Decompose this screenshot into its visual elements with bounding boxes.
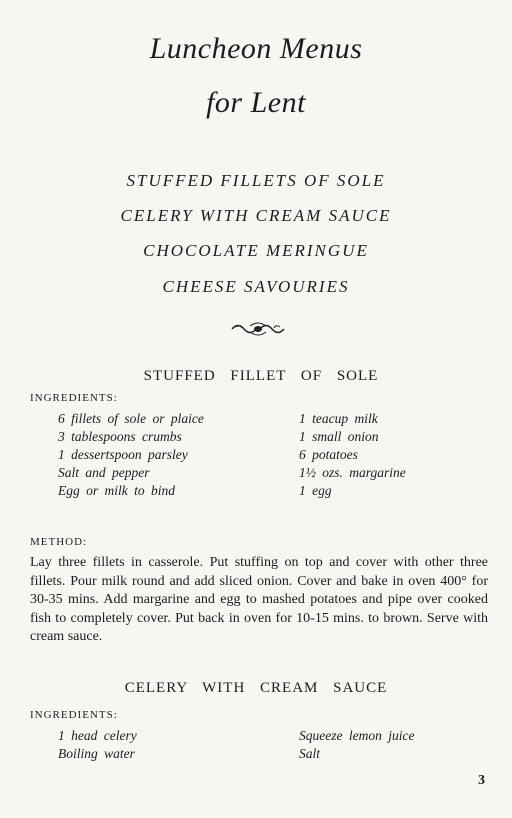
- recipe-title: CELERY WITH CREAM SAUCE: [124, 680, 388, 696]
- ingredient-item: Salt and pepper: [58, 465, 150, 480]
- ingredient-item: 3 tablespoons crumbs: [58, 429, 182, 444]
- ingredient-item: Salt: [299, 746, 321, 761]
- recipe-title: STUFFED FILLET OF SOLE: [143, 368, 379, 384]
- ingredients-list-right: [299, 410, 406, 500]
- menu-item: CELERY WITH CREAM SAUCE: [120, 206, 392, 225]
- ingredient-item: 1 teacup milk: [299, 411, 378, 426]
- ingredient-item: 1 egg: [299, 483, 332, 498]
- ingredients-list-left: [58, 410, 204, 500]
- page-title-line-1: Luncheon Menus: [149, 32, 363, 65]
- menu-item: STUFFED FILLETS OF SOLE: [126, 171, 386, 190]
- menu-item: CHEESE SAVOURIES: [162, 277, 350, 296]
- ingredients-label: INGREDIENTS:: [30, 392, 118, 404]
- ingredients-list-right: [299, 727, 414, 763]
- menu-item: CHOCOLATE MERINGUE: [143, 241, 369, 260]
- ingredient-item: 1 dessertspoon parsley: [58, 447, 188, 462]
- ingredient-item: 1 small onion: [299, 429, 379, 444]
- ingredient-item: 1 head celery: [58, 728, 137, 743]
- method-text: Lay three fillets in casserole. Put stuffing on top and cover with other three fillets. Pour milk round and add sliced onion. Cover and bake in oven 400° for 30-35 mins. Add margarine and egg to mashed potatoes and pipe over cooked fish to completely cover. Put back in oven for 10-15 mins. to brown. Serve with cream sauce.: [30, 555, 488, 644]
- page-number: 3: [478, 773, 485, 788]
- method-label: METHOD:: [30, 536, 88, 548]
- ingredient-item: Boiling water: [58, 746, 135, 761]
- scroll-ornament-icon: [230, 318, 286, 340]
- ingredient-item: Squeeze lemon juice: [299, 728, 415, 743]
- ingredients-list-left: [58, 727, 137, 763]
- ingredients-label: INGREDIENTS:: [30, 709, 118, 721]
- page-title-line-2: for Lent: [206, 86, 306, 119]
- ingredient-item: Egg or milk to bind: [58, 483, 175, 498]
- ingredient-item: 6 potatoes: [299, 447, 358, 462]
- ingredient-item: 1½ ozs. margarine: [299, 465, 406, 480]
- ingredient-item: 6 fillets of sole or plaice: [58, 411, 204, 426]
